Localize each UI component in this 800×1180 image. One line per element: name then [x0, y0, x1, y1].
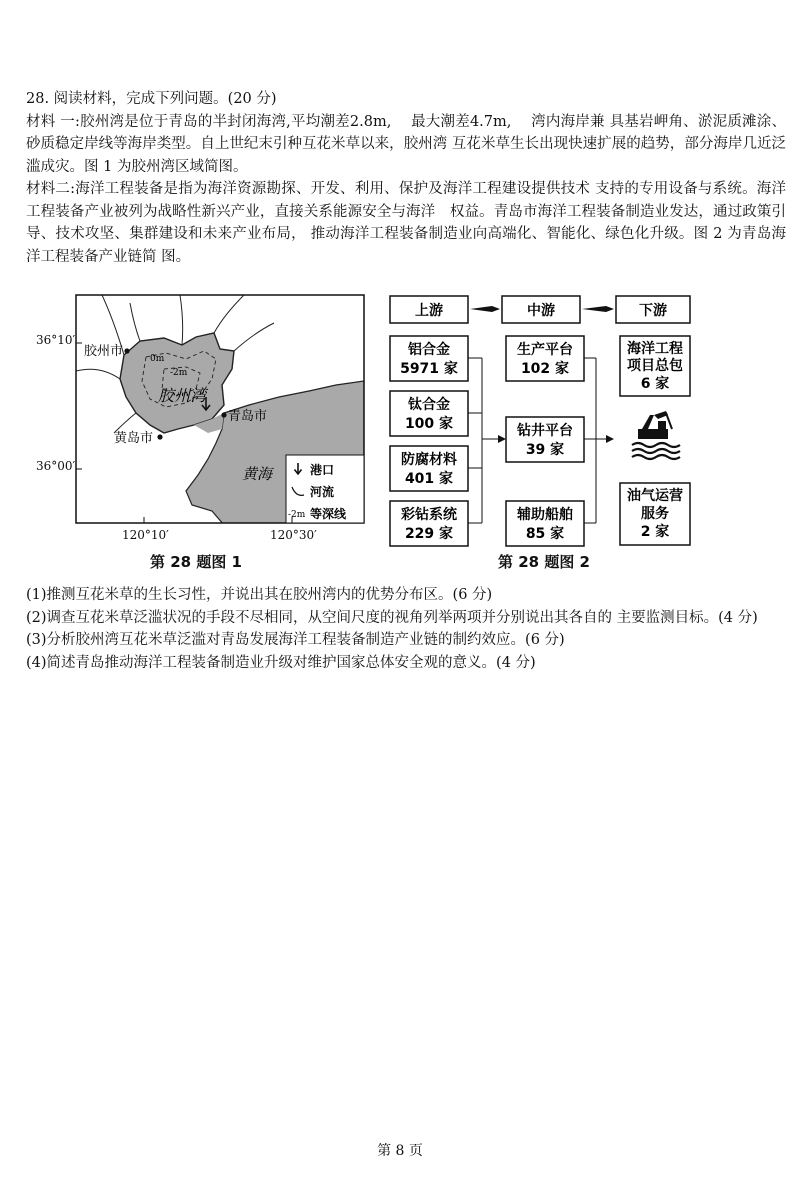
- sub-questions: [26, 584, 786, 674]
- upstream-titanium-name: 钛合金: [408, 397, 450, 413]
- stage-downstream-label: 下游: [639, 303, 667, 319]
- arrow-into-midstream: [498, 435, 506, 443]
- page-number: 第 8 页: [377, 1143, 423, 1159]
- midstream-vessel-count: 85 家: [525, 526, 565, 542]
- legend-contour-label: 等深线: [310, 507, 347, 521]
- downstream-oilgas-line2: 服务: [641, 506, 669, 522]
- sub-question-1: (1)推测互花米草的生长习性，并说出其在胶州湾内的优势分布区。(6 分): [26, 587, 493, 603]
- figure-1-map: [74, 293, 366, 578]
- contour-label-2m: -2m: [170, 368, 188, 378]
- sub-question-2: (2)调查互花米草泛滥状况的手段不尽相同，从空间尺度的视角列举两项并分别说出其各自的 主要监测目标。(4 分): [26, 609, 758, 626]
- midstream-production-name: 生产平台: [517, 342, 573, 358]
- upstream-drilling-system-name: 彩钻系统: [401, 507, 457, 523]
- figure-2-industry-chain: [384, 293, 692, 578]
- upstream-drilling-system-count: 229 家: [404, 526, 454, 542]
- lon-label-east: 120°30′: [270, 528, 317, 542]
- label-huangdao-city: 黄岛市: [114, 431, 154, 446]
- figure-1-caption: 第 28 题图 1: [150, 553, 242, 571]
- industry-chain-diagram: [384, 293, 692, 578]
- jiaozhou-bay-map: [74, 293, 366, 578]
- sub-question-4: (4)简述青岛推动海洋工程装备制造业升级对维护国家总体安全观的意义。(4 分): [26, 654, 536, 671]
- downstream-oilgas-line1: 油气运营: [627, 488, 683, 504]
- lat-label-south: 36°00′: [36, 459, 76, 473]
- lat-label-north: 36°10′: [36, 333, 76, 347]
- material-one: 材料 一:胶州湾是位于青岛的半封闭海湾,平均潮差2.8m, 最大潮差4.7m, 湾内海岸兼 具基岩岬角、淤泥质滩涂、砂质稳定岸线等海岸类型。自上世纪末引种互花米草以来，胶州湾 互花米草生长出现快速扩展的趋势，部分海岸几近泛滥成灾。图 1 为胶州湾区域简图。: [26, 113, 786, 175]
- upstream-anticorrosion-count: 401 家: [404, 471, 454, 487]
- downstream-epc-line2: 项目总包: [627, 358, 683, 374]
- question-intro: [26, 88, 786, 268]
- label-bay: 胶州湾: [158, 386, 207, 405]
- offshore-platform-icon: [632, 411, 680, 459]
- midstream-production-count: 102 家: [520, 361, 570, 377]
- stage-upstream-label: 上游: [415, 303, 443, 319]
- stage-midstream-label: 中游: [527, 303, 555, 319]
- arrow-up-to-mid: [470, 306, 500, 312]
- legend-contour-symbol: -2m: [288, 510, 306, 520]
- midstream-drilling-name: 钻井平台: [517, 423, 573, 439]
- label-sea: 黄海: [242, 465, 273, 483]
- midstream-drilling-count: 39 家: [525, 442, 565, 458]
- arrow-into-downstream: [606, 435, 614, 443]
- legend-river-label: 河流: [310, 485, 335, 499]
- downstream-epc-line1: 海洋工程: [627, 341, 683, 357]
- label-qingdao-city: 青岛市: [228, 409, 268, 424]
- sub-question-3: (3)分析胶州湾互花米草泛滥对青岛发展海洋工程装备制造产业链的制约效应。(6 分): [26, 632, 565, 648]
- downstream-oilgas-count: 2 家: [640, 524, 670, 540]
- material-two: 材料二:海洋工程装备是指为海洋资源勘探、开发、利用、保护及海洋工程建设提供技术 支持的专用设备与系统。海洋工程装备产业被列为战略性新兴产业，直接关系能源安全与海洋 权益。青岛市海洋工程装备制造业发达，通过政策引导、技术攻坚、集群建设和未来产业布局， 推动海洋工程装备制造业向高端化、智能化、绿色化升级。图 2 为青岛海洋工程装备产业链简 图。: [26, 181, 786, 265]
- midstream-vessel-name: 辅助船舶: [517, 507, 573, 523]
- label-jiaozhou-city: 胶州市: [84, 344, 124, 359]
- contour-label-0m: 0m: [150, 354, 165, 364]
- question-heading: 28. 阅读材料，完成下列问题。(20 分): [26, 91, 277, 107]
- upstream-anticorrosion-name: 防腐材料: [401, 452, 457, 468]
- legend-port-label: 港口: [310, 463, 335, 477]
- arrow-mid-to-down: [582, 306, 614, 312]
- lon-label-west: 120°10′: [122, 528, 169, 542]
- figure-2-caption: 第 28 题图 2: [498, 553, 590, 571]
- upstream-aluminum-name: 铝合金: [408, 342, 450, 358]
- downstream-epc-count: 6 家: [640, 376, 670, 392]
- upstream-aluminum-count: 5971 家: [400, 361, 458, 377]
- upstream-titanium-count: 100 家: [404, 416, 454, 432]
